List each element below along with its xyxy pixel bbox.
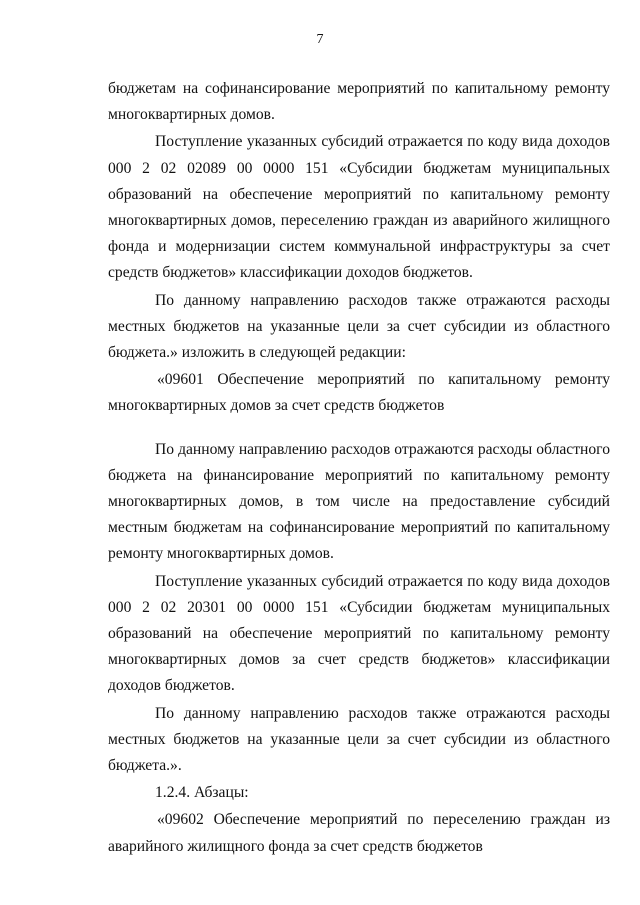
paragraph-local-budgets-new: По данному направлению расходов также отражаются расходы местных бюджетов на указанные цели за счет субсидии из областного бюджета.». <box>108 704 610 775</box>
page-number: 7 <box>316 32 324 47</box>
paragraph-continuation: бюджетам на софинансирование мероприятий по капитальному ремонту многоквартирных домов. <box>108 80 610 124</box>
paragraph-income-code-02089: Поступление указанных субсидий отражается по коду вида доходов 000 2 02 02089 00 0000 151 «Субсидии бюджетам муниципальных образований на обеспечение мероприятий по капитальному ремонту многоквартирных домов, переселению граждан из аварийного жилищного фонда и модернизации систем коммунальной инфраструктуры за счет средств бюджетов» классификации доходов бюджетов. <box>108 133 610 282</box>
paragraph-income-code-20301: Поступление указанных субсидий отражается по коду вида доходов 000 2 02 20301 00 0000 151 «Субсидии бюджетам муниципальных образований на обеспечение мероприятий по капитальному ремонту многоквартирных домов за счет средств бюджетов» классификации доходов бюджетов. <box>108 572 610 695</box>
document-body <box>108 76 610 860</box>
paragraph-quote-09601: «09601 Обеспечение мероприятий по капитальному ремонту многоквартирных домов за счет средств бюджетов <box>108 371 610 415</box>
paragraph-quote-09602: «09602 Обеспечение мероприятий по переселению граждан из аварийного жилищного фонда за счет средств бюджетов <box>108 811 610 855</box>
section-heading-1-2-4: 1.2.4. Абзацы: <box>155 784 249 802</box>
paragraph-local-budgets-old: По данному направлению расходов также отражаются расходы местных бюджетов на указанные цели за счет субсидии из областного бюджета.» изложить в следующей редакции: <box>108 291 610 362</box>
paragraph-regional-budget: По данному направлению расходов отражаются расходы областного бюджета на финансирование мероприятий по капитальному ремонту многоквартирных домов, в том числе на предоставление субсидий местным бюджетам на софинансирование мероприятий по капитальному ремонту многоквартирных домов. <box>108 440 610 563</box>
